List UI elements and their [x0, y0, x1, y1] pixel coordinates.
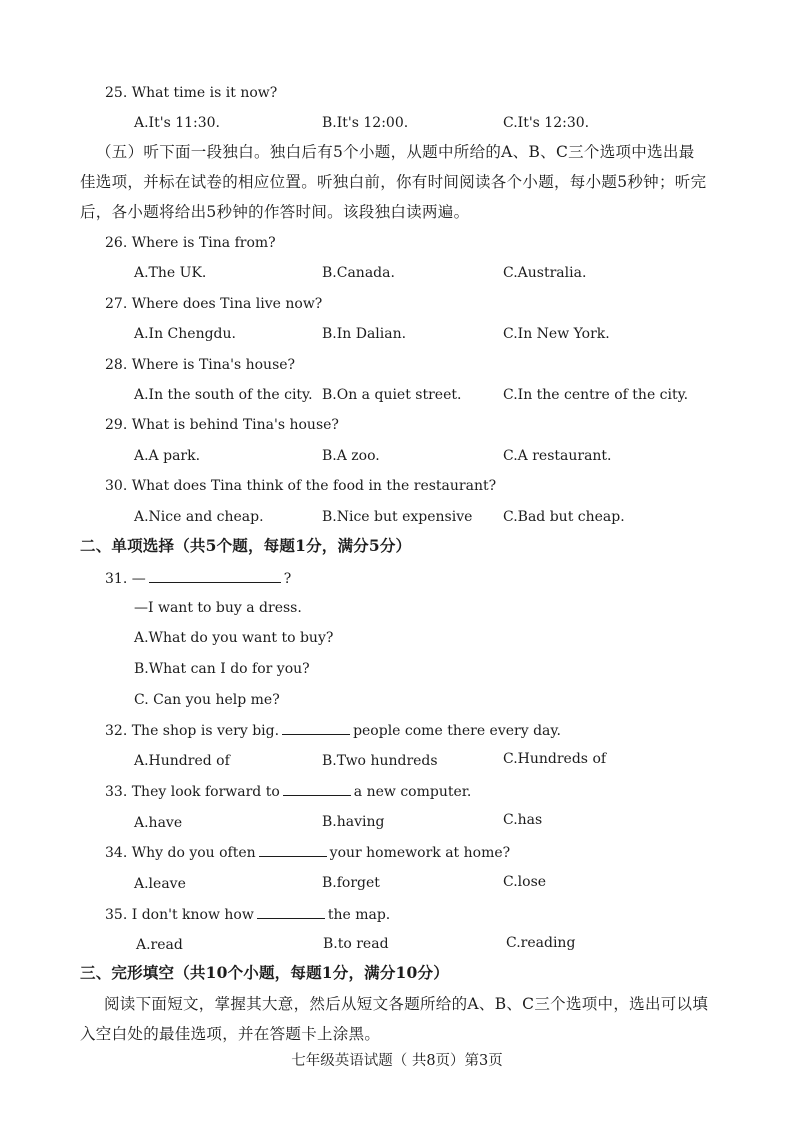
- q35-option-b: B.to read: [323, 936, 389, 952]
- section5-instruction-line1: （五）听下面一段独白。独白后有5个小题，从题中所给的A、B、C三个选项中选出最: [96, 143, 695, 161]
- q25-option-b: B.It's 12:00.: [322, 115, 409, 131]
- question-25: 25. What time is it now?: [105, 85, 278, 101]
- question-32: [105, 721, 561, 740]
- q34-suffix: your homework at home?: [329, 845, 511, 861]
- part3-instruction-line1: 阅读下面短文，掌握其大意，然后从短文各题所给的A、B、C三个选项中，选出可以填: [104, 995, 709, 1013]
- q33-option-b: B.having: [322, 814, 385, 830]
- answer-blank: [283, 782, 351, 796]
- q28-option-b: B.On a quiet street.: [322, 387, 462, 403]
- question-30: 30. What does Tina think of the food in the restaurant?: [105, 478, 497, 494]
- q34-prefix: 34. Why do you often: [105, 845, 256, 861]
- question-29: 29. What is behind Tina's house?: [105, 417, 339, 433]
- q29-option-b: B.A zoo.: [322, 448, 380, 464]
- q35-option-a: A.read: [136, 937, 183, 953]
- q32-prefix: 32. The shop is very big.: [105, 723, 280, 739]
- q30-option-c: C.Bad but cheap.: [503, 509, 625, 525]
- q31-option-b: B.What can I do for you?: [134, 661, 310, 677]
- q35-prefix: 35. I don't know how: [105, 907, 254, 923]
- answer-blank: [149, 569, 281, 583]
- part2-heading: 二、单项选择（共5个题，每题1分，满分5分）: [80, 536, 412, 555]
- q28-option-a: A.In the south of the city.: [134, 387, 313, 403]
- q33-suffix: a new computer.: [353, 784, 472, 800]
- q32-option-c: C.Hundreds of: [503, 751, 607, 767]
- q31-option-c: C. Can you help me?: [134, 692, 280, 708]
- q33-prefix: 33. They look forward to: [105, 784, 280, 800]
- q31-reply: —I want to buy a dress.: [134, 600, 302, 616]
- question-27: 27. Where does Tina live now?: [105, 296, 323, 312]
- part3-instruction-line2: 入空白处的最佳选项，并在答题卡上涂黑。: [80, 1025, 381, 1043]
- question-26: 26. Where is Tina from?: [105, 235, 276, 251]
- q25-option-a: A.It's 11:30.: [134, 115, 220, 131]
- answer-blank: [257, 905, 325, 919]
- q27-option-c: C.In New York.: [503, 326, 610, 342]
- section5-instruction-line2: 佳选项，并标在试卷的相应位置。听独白前，你有时间阅读各个小题，每小题5秒钟；听完: [80, 173, 707, 191]
- q32-option-b: B.Two hundreds: [322, 753, 438, 769]
- q32-suffix: people come there every day.: [353, 723, 561, 739]
- q34-option-c: C.lose: [503, 874, 547, 890]
- question-31: [105, 569, 291, 588]
- q26-option-b: B.Canada.: [322, 265, 395, 281]
- page-footer: 七年级英语试题（ 共8页）第3页: [291, 1053, 503, 1069]
- q33-option-a: A.have: [134, 815, 183, 831]
- part3-heading: 三、完形填空（共10个小题，每题1分，满分10分）: [80, 963, 449, 982]
- answer-blank: [259, 843, 327, 857]
- q27-option-a: A.In Chengdu.: [134, 326, 236, 342]
- q28-option-c: C.In the centre of the city.: [503, 387, 689, 403]
- answer-blank: [282, 721, 350, 735]
- question-34: [105, 843, 510, 862]
- q33-option-c: C.has: [503, 812, 543, 828]
- question-35: [105, 905, 390, 924]
- q34-option-b: B.forget: [322, 875, 380, 891]
- q27-option-b: B.In Dalian.: [322, 326, 407, 342]
- q35-suffix: the map.: [327, 907, 391, 923]
- question-33: [105, 782, 471, 801]
- q31-option-a: A.What do you want to buy?: [134, 630, 334, 646]
- q35-option-c: C.reading: [506, 935, 576, 951]
- q25-option-c: C.It's 12:30.: [503, 115, 590, 131]
- q32-option-a: A.Hundred of: [134, 753, 230, 769]
- q29-option-c: C.A restaurant.: [503, 448, 612, 464]
- section5-instruction-line3: 后，各小题将给出5秒钟的作答时间。该段独白读两遍。: [80, 203, 470, 221]
- q31-prefix: 31. —: [105, 571, 146, 587]
- q34-option-a: A.leave: [134, 876, 186, 892]
- q30-option-b: B.Nice but expensive: [322, 509, 473, 525]
- q31-suffix: ?: [283, 571, 292, 587]
- q26-option-a: A.The UK.: [134, 265, 207, 281]
- q26-option-c: C.Australia.: [503, 265, 587, 281]
- question-28: 28. Where is Tina's house?: [105, 357, 296, 373]
- q30-option-a: A.Nice and cheap.: [134, 509, 264, 525]
- q29-option-a: A.A park.: [134, 448, 201, 464]
